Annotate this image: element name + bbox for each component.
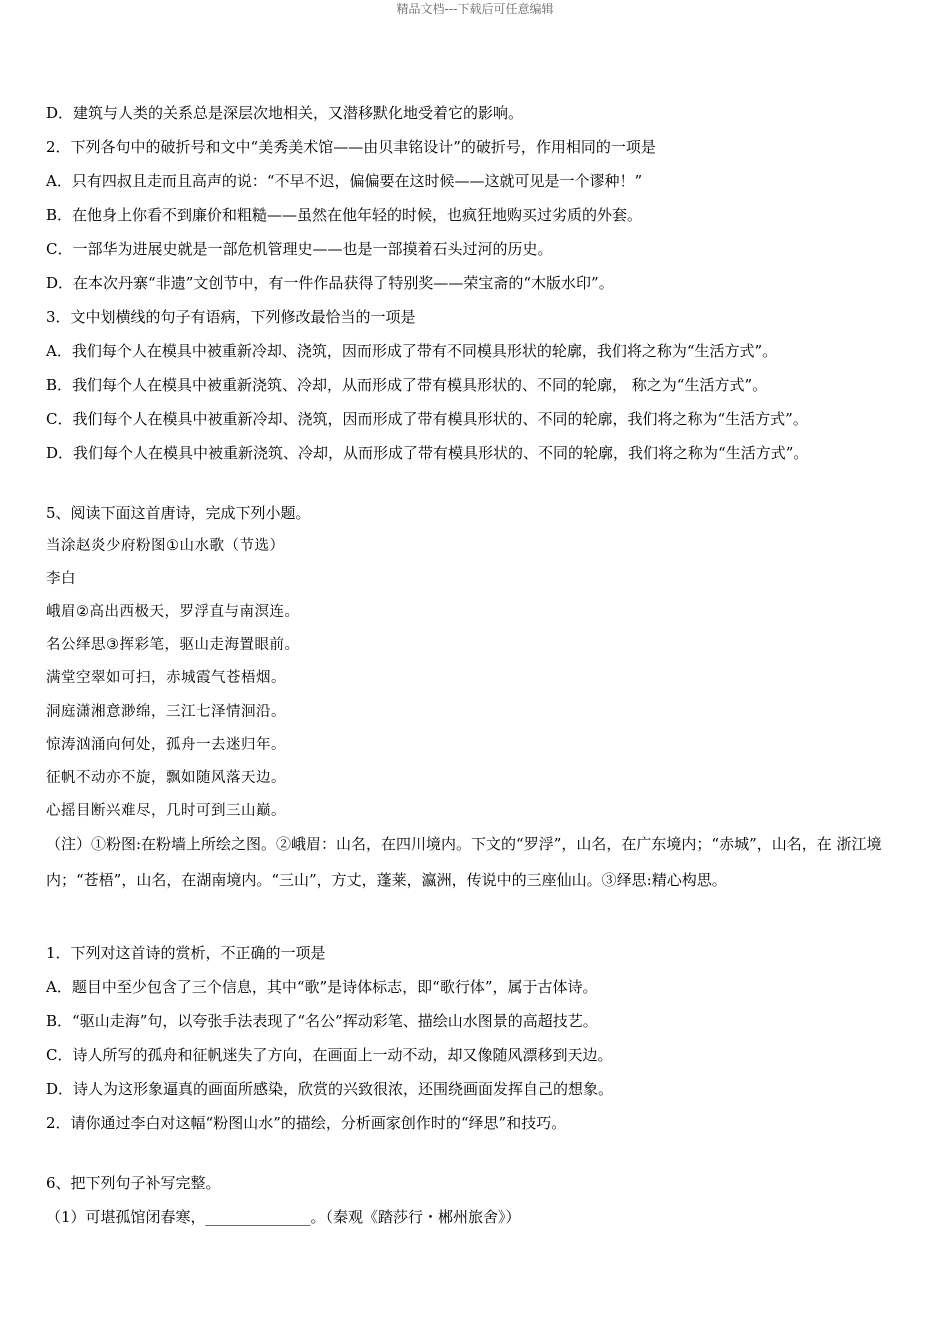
poem-line: 名公绎思③挥彩笔，驱山走海置眼前。 [46, 637, 300, 653]
option-c-q2: C．一部华为进展史就是一部危机管理史——也是一部摸着石头过河的历史。 [46, 240, 553, 258]
poem-line: 洞庭潇湘意渺绵，三江七泽情洄沿。 [46, 704, 286, 720]
option-d-q2: D．在本次丹寨“非遗”文创节中，有一件作品获得了特别奖——荣宝斋的“木版水印”。 [46, 274, 614, 292]
poem-line: 心摇目断兴难尽，几时可到三山巅。 [46, 803, 286, 819]
option-a-q2: A．只有四叔且走而且高声的说：“不早不迟，偏偏要在这时候——这就可见是一个谬种！” [46, 172, 643, 190]
option-c-poem: C．诗人所写的孤舟和征帆迷失了方向，在画面上一动不动，却又像随风漂移到天边。 [46, 1046, 613, 1064]
option-a-q3: A．我们每个人在模具中被重新冷却、浇筑，因而形成了带有不同模具形状的轮廓，我们将之称为“生活方式”。 [46, 342, 778, 360]
question-2: 2．下列各句中的破折号和文中“美秀美术馆——由贝聿铭设计”的破折号，作用相同的一项是 [46, 138, 656, 156]
option-b-q2: B．在他身上你看不到廉价和粗糙——虽然在他年轻的时候，也疯狂地购买过劣质的外套。 [46, 206, 643, 224]
option-d-q1: D．建筑与人类的关系总是深层次地相关，又潜移默化地受着它的影响。 [46, 104, 524, 122]
poem-title: 当涂赵炎少府粉图①山水歌（节选） [46, 538, 285, 554]
poem-notes: （注）①粉图:在粉墙上所绘之图。②峨眉：山名，在四川境内。下文的“罗浮”，山名，在广东境内；“赤城”，山名，在 浙江境内；“苍梧”，山名，在湖南境内。“三山”，方丈，蓬莱，瀛洲，传说中的三座仙山。③绎思:精心构思。 [46, 835, 882, 889]
poem-line: 峨眉②高出西极天，罗浮直与南溟连。 [46, 604, 300, 620]
question-3: 3．文中划横线的句子有语病，下列修改最恰当的一项是 [46, 308, 416, 326]
section-6-title: 6、把下列句子补写完整。 [46, 1174, 221, 1192]
fill-blank-1: （1）可堪孤馆闭春寒，______________。（秦观《踏莎行・郴州旅舍》） [46, 1208, 521, 1226]
poem-author: 李白 [46, 571, 76, 587]
poem-line: 征帆不动亦不旋，飘如随风落天边。 [46, 770, 286, 786]
option-d-poem: D．诗人为这形象逼真的画面所感染，欣赏的兴致很浓，还围绕画面发挥自己的想象。 [46, 1080, 614, 1098]
question-1-poem: 1．下列对这首诗的赏析，不正确的一项是 [46, 944, 326, 962]
question-2-poem: 2．请你通过李白对这幅“粉图山水”的描绘，分析画家创作时的“绎思”和技巧。 [46, 1114, 567, 1132]
option-c-q3: C．我们每个人在模具中被重新冷却、浇筑，因而形成了带有模具形状的、不同的轮廓，我们将之称为“生活方式”。 [46, 410, 808, 428]
section-5-title: 5、阅读下面这首唐诗，完成下列小题。 [46, 504, 311, 522]
page-header: 精品文档---下载后可任意编辑 [396, 2, 554, 16]
poem-line: 惊涛汹涌向何处，孤舟一去迷归年。 [46, 737, 286, 753]
option-d-q3: D．我们每个人在模具中被重新浇筑、冷却，从而形成了带有模具形状的、不同的轮廓，我们将之称为“生活方式”。 [46, 444, 809, 462]
option-b-q3: B．我们每个人在模具中被重新浇筑、冷却，从而形成了带有模具形状的、不同的轮廓， 称之为“生活方式”。 [46, 376, 768, 394]
option-a-poem: A．题目中至少包含了三个信息，其中“歌”是诗体标志，即“歌行体”，属于古体诗。 [46, 978, 598, 996]
poem-line: 满堂空翠如可扫，赤城霞气苍梧烟。 [46, 670, 286, 686]
option-b-poem: B．“驱山走海”句，以夸张手法表现了“名公”挥动彩笔、描绘山水图景的高超技艺。 [46, 1012, 598, 1030]
